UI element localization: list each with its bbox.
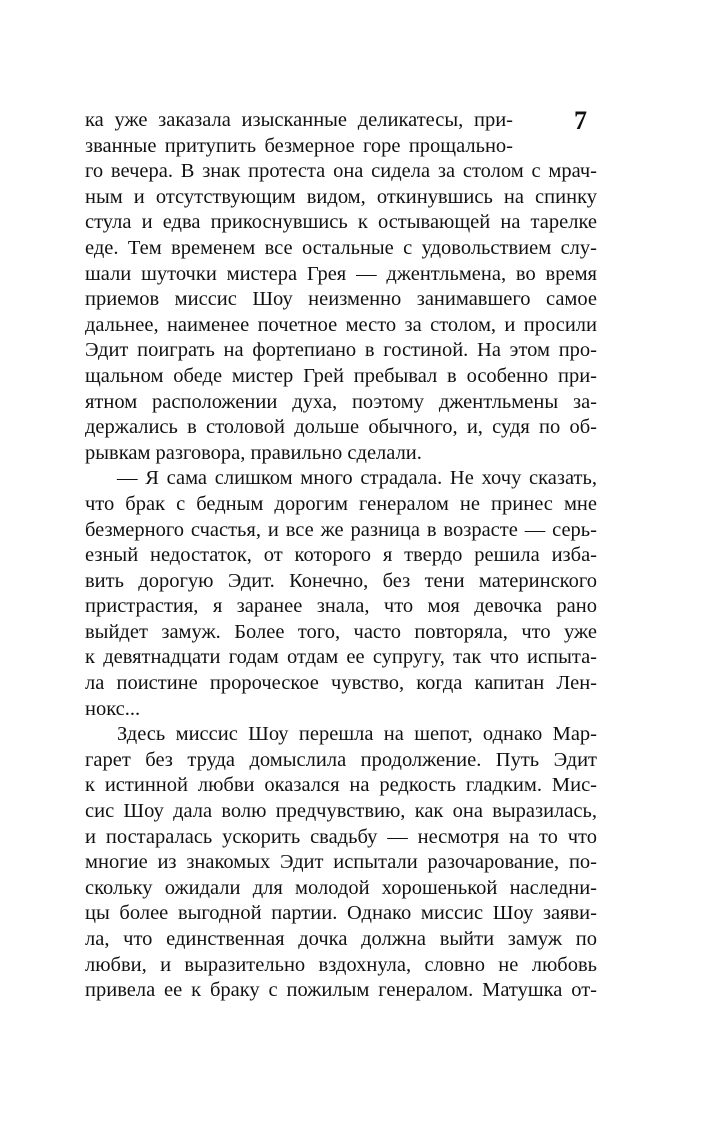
text-line: сис Шоу дала волю предчувствию, как она выразилась, [85,800,597,823]
text-line: рывкам разговора, правильно сделали. [85,441,422,464]
text-line: цы более выгодной партии. Однако миссис Шоу заяви- [85,902,597,925]
text-line: пристрастия, я заранее знала, что моя девочка рано [85,595,597,618]
text-line: ным и отсутствующим видом, откинувшись на спинку [85,185,597,208]
text-line: к девятнадцати годам отдам ее супругу, так что испыта- [85,646,597,669]
text-line: привела ее к браку с пожилым генералом. Матушка от- [85,979,597,1002]
text-line: стула и едва прикоснувшись к остывающей на тарелке [85,211,597,234]
text-line: дальнее, наименее почетное место за столом, и просили [85,313,597,336]
text-line: безмерного счастья, и все же разница в возрасте — серь- [85,518,597,541]
text-line: Эдит поиграть на фортепиано в гостиной. На этом про- [85,339,597,362]
text-line: что брак с бедным дорогим генералом не принес мне [85,492,597,515]
text-line: держались в столовой дольше обычного, и, судя по об- [85,416,597,439]
text-line: — Я сама слишком много страдала. Не хочу сказать, [117,467,597,490]
text-line: Здесь миссис Шоу перешла на шепот, однако Мар- [117,723,597,746]
text-line: вить дорогую Эдит. Конечно, без тени материнского [85,569,597,592]
text-line: еде. Тем временем все остальные с удовольствием слу- [85,236,597,259]
text-line: и постаралась ускорить свадьбу — несмотря на то что [85,825,597,848]
text-line: ятном расположении духа, поэтому джентльмены за- [85,390,597,413]
text-line: званные притупить безмерное горе прощально- [85,134,513,157]
text-line: любви, и выразительно вздохнула, словно не любовь [85,953,597,976]
text-line: гарет без труда домыслила продолжение. Путь Эдит [85,748,597,771]
text-line: езный недостаток, от которого я твердо решила изба- [85,544,597,567]
text-line: нокс... [85,697,141,720]
text-line: щальном обеде мистер Грей пребывал в особенно при- [85,364,597,387]
text-line: к истинной любви оказался на редкость гладким. Мис- [85,774,597,797]
body-text [85,108,597,1004]
text-line: многие из знакомых Эдит испытали разочарование, по- [85,851,597,874]
text-line: ла поистине пророческое чувство, когда капитан Лен- [85,672,597,695]
text-line: приемов миссис Шоу неизменно занимавшего самое [85,288,597,311]
text-line: выйдет замуж. Более того, часто повторяла, что уже [85,620,597,643]
page-number: 7 [574,106,587,135]
text-line: ка уже заказала изысканные деликатесы, при- [85,109,513,131]
text-line: скольку ожидали для молодой хорошенькой наследни- [85,876,597,899]
text-line: го вечера. В знак протеста она сидела за столом с мрач- [85,160,597,183]
text-line: ла, что единственная дочка должна выйти замуж по [85,928,597,950]
text-line: шали шуточки мистера Грея — джентльмена, во время [85,262,597,285]
